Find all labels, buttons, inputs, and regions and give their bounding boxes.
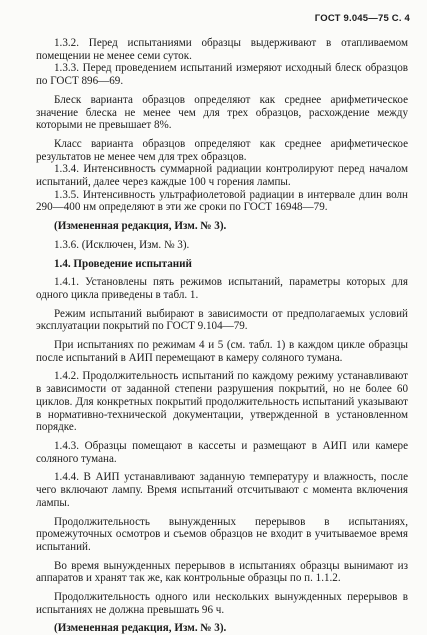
para-modes-4-5: При испытаниях по режимам 4 и 5 (см. табл. 1) в каждом цикле образцы после испытаний в АИП перемещают в камеру соляного тумана.: [36, 339, 408, 364]
page-header: ГОСТ 9.045—75 С. 4: [314, 13, 410, 24]
para-test-mode: Режим испытаний выбирают в зависимости от предполагаемых условий эксплуатации покрытий по ГОСТ 9.104—79.: [36, 307, 408, 333]
para-1-3-3: 1.3.3. Перед проведением испытаний измеряют исходный блеск образцов по ГОСТ 896—69.: [36, 62, 408, 88]
para-gloss-variant: Блеск варианта образцов определяют как среднее арифметическое значение блеска не менее чем для трех образцов, расхождение между которыми не превышает 8%.: [36, 93, 408, 132]
para-breaks-limit: Продолжительность одного или нескольких вынужденных перерывов в испытаниях не должна превышать 96 ч.: [36, 591, 408, 616]
document-body: [36, 37, 408, 635]
para-1-3-5: 1.3.5. Интенсивность ультрафиолетовой радиации в интервале длин волн 290—400 нм определяют в эти же сроки по ГОСТ 16948—79.: [36, 188, 408, 214]
section-title-1-4: 1.4. Проведение испытаний: [54, 257, 192, 270]
para-1-4-3: 1.4.3. Образцы помещают в кассеты и размещают в АИП или камере соляного тумана.: [36, 439, 408, 465]
para-class-variant: Класс варианта образцов определяют как среднее арифметическое результатов не менее чем для трех образцов.: [36, 137, 408, 163]
para-1-4-1: 1.4.1. Установлены пять режимов испытаний, параметры которых для одного цикла приведены в табл. 1.: [36, 276, 408, 301]
para-breaks-duration: Продолжительность вынужденных перерывов в испытаниях, промежуточных осмотров и съемов образцов не входит в учитываемое время испытаний.: [36, 515, 408, 553]
para-1-4-4: 1.4.4. В АИП устанавливают заданную температуру и влажность, после чего включают лампу. Время испытаний отсчитывают с момента включения лампы.: [36, 471, 408, 509]
amendment-note-end: (Измененная редакция, Изм. № 3).: [54, 622, 227, 635]
para-1-3-2: 1.3.2. Перед испытаниями образцы выдерживают в отапливаемом помещении не менее семи суток.: [36, 37, 408, 62]
para-breaks-storage: Во время вынужденных перерывов в испытаниях образцы вынимают из аппаратов и хранят так же, как контрольные образцы по п. 1.1.2.: [36, 559, 408, 585]
para-1-4-2: 1.4.2. Продолжительность испытаний по каждому режиму устанавливают в зависимости от заданной степени разрушения покрытий, но не более 60 циклов. Для конкретных покрытий продолжительность испытаний указывают в нормативно-технической документации, утвержденной в установленном порядке.: [36, 370, 408, 434]
amendment-note: (Измененная редакция, Изм. № 3).: [54, 220, 227, 233]
para-1-3-6: 1.3.6. (Исключен, Изм. № 3).: [54, 238, 190, 251]
para-1-3-4: 1.3.4. Интенсивность суммарной радиации контролируют перед началом испытаний, далее через каждые 100 ч горения лампы.: [36, 163, 408, 189]
